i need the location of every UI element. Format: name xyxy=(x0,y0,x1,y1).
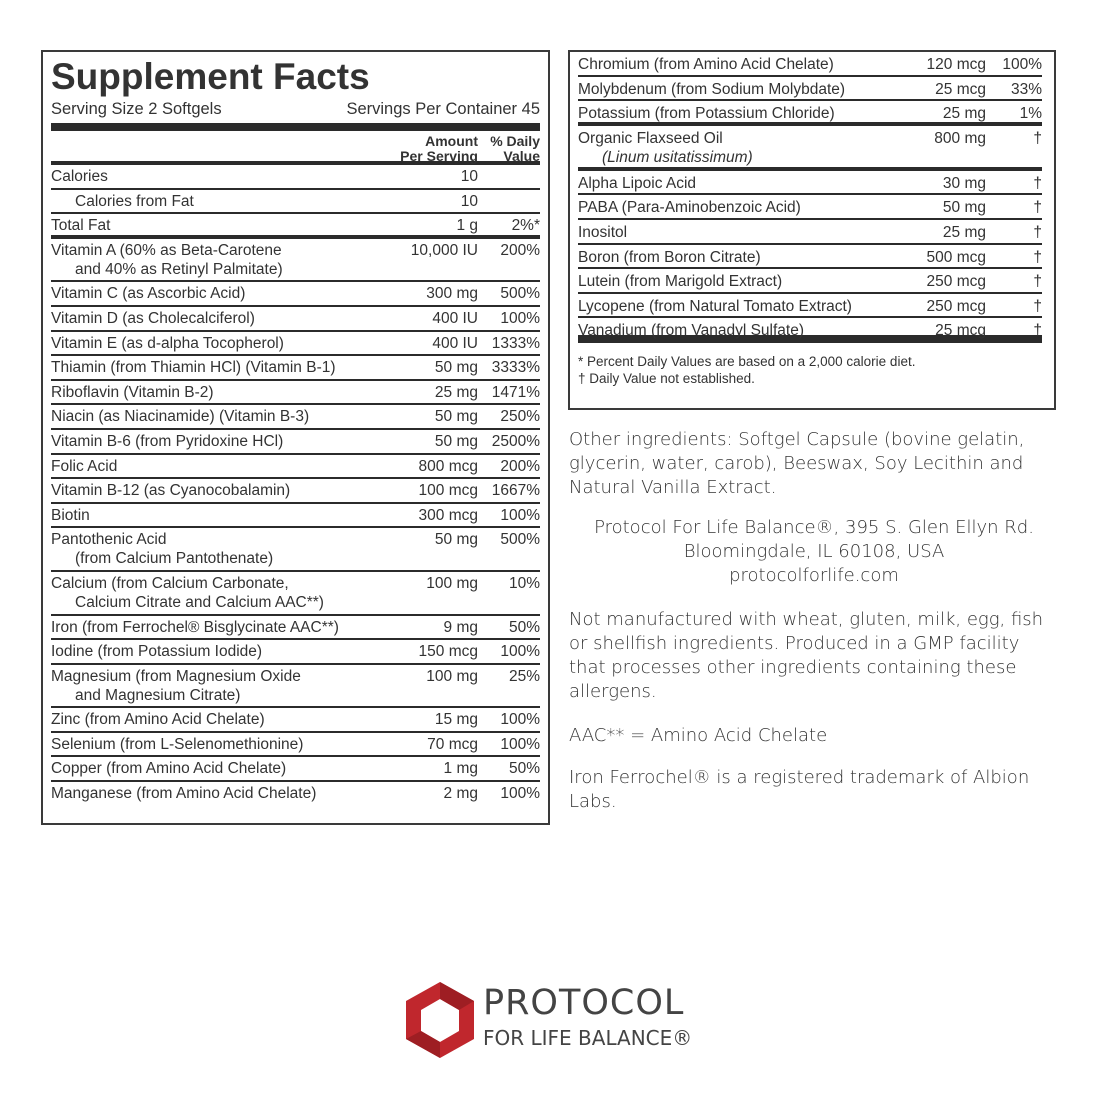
nutrient-row xyxy=(51,381,540,406)
nutrient-name: Alpha Lipoic Acid xyxy=(578,174,697,192)
nutrient-row xyxy=(51,504,540,529)
nutrient-name: Magnesium (from Magnesium Oxide and Magnesium Citrate) xyxy=(51,667,301,704)
website: protocolforlife.com xyxy=(729,565,899,586)
nutrient-amount: 25 mg xyxy=(942,105,986,123)
nutrient-amount: 30 mg xyxy=(942,174,986,192)
nutrient-amount: 500 mcg xyxy=(926,248,986,266)
nutrient-daily-value: † xyxy=(1033,322,1042,340)
address-line-1: Protocol For Life Balance®, 395 S. Glen Ellyn Rd. xyxy=(594,517,1034,538)
nutrient-row xyxy=(578,318,1042,343)
allergen-statement: Not manufactured with wheat, gluten, milk, egg, fish or shellfish ingredients. Produced in a GMP facility that processes other ingredients containing these allergens. xyxy=(569,609,1044,702)
company-address xyxy=(569,516,1059,588)
nutrient-amount: 50 mg xyxy=(434,432,478,450)
nutrient-row xyxy=(578,77,1042,102)
nutrient-amount: 50 mg xyxy=(434,531,478,549)
nutrient-daily-value: † xyxy=(1033,199,1042,217)
logo-wordmark: PROTOCOL xyxy=(483,983,685,1023)
nutrient-name: Manganese (from Amino Acid Chelate) xyxy=(51,785,317,803)
nutrient-name: Calories xyxy=(51,168,108,185)
nutrient-daily-value: 200% xyxy=(500,457,540,475)
nutrient-name: Copper (from Amino Acid Chelate) xyxy=(51,760,287,778)
thick-divider xyxy=(51,123,540,131)
nutrient-row xyxy=(51,665,540,709)
nutrient-row xyxy=(51,572,540,616)
other-ingredients: Other ingredients: Softgel Capsule (bovine gelatin, glycerin, water, carob), Beeswax, Soy Lecithin and Natural Vanilla Extract. xyxy=(569,429,1025,498)
nutrient-amount: 25 mg xyxy=(942,223,986,241)
nutrient-name: Iodine (from Potassium Iodide) xyxy=(51,643,263,661)
nutrient-amount: 25 mcg xyxy=(935,80,986,98)
nutrient-name: Chromium (from Amino Acid Chelate) xyxy=(578,56,834,73)
nutrient-name: Vitamin A (60% as Beta-Carotene and 40% as Retinyl Palmitate) xyxy=(51,241,283,278)
nutrient-daily-value: 500% xyxy=(500,531,540,549)
nutrient-daily-value: 1% xyxy=(1019,105,1042,123)
nutrient-name: Vitamin D (as Cholecalciferol) xyxy=(51,309,255,327)
nutrient-daily-value: † xyxy=(1033,174,1042,192)
nutrient-daily-value: 200% xyxy=(500,241,540,259)
nutrient-daily-value: 100% xyxy=(500,711,540,729)
aac-definition: AAC** = Amino Acid Chelate xyxy=(569,725,828,746)
nutrient-row xyxy=(578,245,1042,270)
nutrient-amount: 300 mcg xyxy=(418,506,478,524)
nutrient-daily-value: 100% xyxy=(500,506,540,524)
nutrient-daily-value: 33% xyxy=(1010,80,1042,98)
nutrient-row xyxy=(51,455,540,480)
nutrient-name: PABA (Para-Aminobenzoic Acid) xyxy=(578,199,801,217)
nutrient-row xyxy=(578,126,1042,171)
nutrient-daily-value: 50% xyxy=(508,760,540,778)
nutrient-amount: 70 mcg xyxy=(427,735,478,753)
nutrient-amount: 15 mg xyxy=(434,711,478,729)
nutrient-row xyxy=(578,294,1042,319)
nutrient-row xyxy=(578,220,1042,245)
footnotes xyxy=(578,343,1042,387)
nutrient-list-continued xyxy=(578,52,1042,343)
nutrient-row xyxy=(578,52,1042,77)
supplement-facts-panel xyxy=(41,50,550,825)
nutrient-amount: 250 mcg xyxy=(926,297,986,315)
nutrient-amount: 400 IU xyxy=(432,334,478,352)
nutrient-amount: 800 mcg xyxy=(418,457,478,475)
nutrient-row xyxy=(51,307,540,332)
nutrient-row xyxy=(51,239,540,283)
supplement-facts-continued-panel xyxy=(568,50,1056,410)
nutrient-amount: 25 mg xyxy=(434,383,478,401)
nutrient-amount: 100 mg xyxy=(426,574,478,592)
daily-value-header: % Daily Value xyxy=(490,133,540,164)
nutrient-name: Lycopene (from Natural Tomato Extract) xyxy=(578,297,852,315)
nutrient-amount: 10 xyxy=(460,192,478,210)
footnote-daily-values: * Percent Daily Values are based on a 2,000 calorie diet. xyxy=(578,353,916,369)
nutrient-name: Lutein (from Marigold Extract) xyxy=(578,273,783,291)
nutrient-row xyxy=(51,640,540,665)
nutrient-daily-value: 1667% xyxy=(491,482,540,500)
nutrient-name: Biotin xyxy=(51,506,90,524)
nutrient-amount: 100 mcg xyxy=(418,482,478,500)
nutrient-name: Vitamin E (as d-alpha Tocopherol) xyxy=(51,334,284,352)
nutrient-daily-value: 10% xyxy=(508,574,540,592)
nutrient-name: Organic Flaxseed Oil (Linum usitatissimum) xyxy=(578,129,753,166)
nutrient-name: Iron (from Ferrochel® Bisglycinate AAC**) xyxy=(51,618,339,636)
nutrient-daily-value: † xyxy=(1033,273,1042,291)
nutrient-daily-value: † xyxy=(1033,248,1042,266)
nutrient-daily-value: 1471% xyxy=(491,383,540,401)
nutrient-daily-value: 100% xyxy=(500,643,540,661)
nutrient-name: Total Fat xyxy=(51,217,111,235)
nutrient-amount: 100 mg xyxy=(426,667,478,685)
nutrient-daily-value: 100% xyxy=(500,735,540,753)
nutrient-name: Zinc (from Amino Acid Chelate) xyxy=(51,711,265,729)
nutrient-row xyxy=(51,405,540,430)
nutrient-daily-value: 500% xyxy=(500,285,540,303)
nutrient-row xyxy=(578,101,1042,126)
hexagon-logo-icon xyxy=(403,980,477,1060)
nutrient-amount: 10 xyxy=(460,168,478,185)
nutrient-amount: 150 mcg xyxy=(418,643,478,661)
nutrient-amount: 2 mg xyxy=(443,785,478,803)
nutrient-name: Molybdenum (from Sodium Molybdate) xyxy=(578,80,846,98)
logo-tagline: FOR LIFE BALANCE® xyxy=(483,1026,693,1050)
servings-per-container: Servings Per Container 45 xyxy=(346,100,540,118)
nutrient-daily-value: 250% xyxy=(500,408,540,426)
nutrient-row xyxy=(51,430,540,455)
nutrient-daily-value: † xyxy=(1033,223,1042,241)
nutrient-name: Potassium (from Potassium Chloride) xyxy=(578,105,835,123)
serving-size: Serving Size 2 Softgels xyxy=(51,100,222,118)
nutrient-name: Inositol xyxy=(578,223,628,241)
nutrient-name: Riboflavin (Vitamin B-2) xyxy=(51,383,214,401)
nutrient-row xyxy=(578,269,1042,294)
nutrient-amount: 50 mg xyxy=(434,408,478,426)
nutrient-amount: 250 mcg xyxy=(926,273,986,291)
nutrient-name: Calories from Fat xyxy=(75,192,194,210)
nutrient-name: Boron (from Boron Citrate) xyxy=(578,248,761,266)
nutrient-row xyxy=(51,708,540,733)
nutrient-amount: 25 mcg xyxy=(935,322,986,340)
nutrient-name: Vanadium (from Vanadyl Sulfate) xyxy=(578,322,805,340)
footnote-not-established: † Daily Value not established. xyxy=(578,370,755,386)
nutrient-daily-value: 100% xyxy=(500,785,540,803)
nutrient-daily-value: 50% xyxy=(508,618,540,636)
serving-info xyxy=(51,98,540,120)
nutrient-row xyxy=(51,356,540,381)
nutrient-name: Pantothenic Acid (from Calcium Pantothenate) xyxy=(51,531,274,568)
address-line-2: Bloomingdale, IL 60108, USA xyxy=(683,541,945,562)
nutrient-row xyxy=(51,282,540,307)
nutrient-amount: 50 mg xyxy=(434,359,478,377)
nutrient-name: Thiamin (from Thiamin HCl) (Vitamin B-1) xyxy=(51,359,336,377)
amount-header: Amount Per Serving xyxy=(400,133,478,164)
nutrient-amount: 120 mcg xyxy=(926,56,986,73)
protocol-logo xyxy=(403,980,703,1060)
nutrient-daily-value: † xyxy=(1033,297,1042,315)
nutrient-name: Folic Acid xyxy=(51,457,118,475)
trademark-note: Iron Ferrochel® is a registered trademark of Albion Labs. xyxy=(569,767,1030,812)
nutrient-row xyxy=(578,171,1042,196)
nutrient-amount: 9 mg xyxy=(443,618,478,636)
nutrient-amount: 1 g xyxy=(456,217,478,235)
nutrient-daily-value: † xyxy=(1033,129,1042,147)
nutrient-name: Vitamin B-6 (from Pyridoxine HCl) xyxy=(51,432,284,450)
nutrient-row xyxy=(51,165,540,190)
nutrient-daily-value: 2%* xyxy=(511,217,540,235)
nutrient-row xyxy=(51,757,540,782)
nutrient-amount: 50 mg xyxy=(942,199,986,217)
nutrient-row xyxy=(578,195,1042,220)
nutrient-amount: 1 mg xyxy=(443,760,478,778)
nutrient-row xyxy=(51,332,540,357)
facts-column-header xyxy=(51,131,540,165)
nutrient-name: Selenium (from L-Selenomethionine) xyxy=(51,735,304,753)
nutrient-amount: 10,000 IU xyxy=(410,241,478,259)
nutrient-row xyxy=(51,528,540,572)
nutrient-row xyxy=(51,782,540,807)
nutrient-row xyxy=(51,616,540,641)
nutrient-amount: 300 mg xyxy=(426,285,478,303)
nutrient-name: Vitamin C (as Ascorbic Acid) xyxy=(51,285,246,303)
nutrient-amount: 400 IU xyxy=(432,309,478,327)
nutrient-name: Calcium (from Calcium Carbonate, Calcium Citrate and Calcium AAC**) xyxy=(51,574,324,611)
nutrient-row xyxy=(51,214,540,239)
nutrient-daily-value: 25% xyxy=(508,667,540,685)
nutrient-row xyxy=(51,733,540,758)
nutrient-name: Niacin (as Niacinamide) (Vitamin B-3) xyxy=(51,408,310,426)
nutrient-daily-value: 100% xyxy=(1002,56,1042,73)
nutrient-daily-value: 100% xyxy=(500,309,540,327)
nutrient-name: Vitamin B-12 (as Cyanocobalamin) xyxy=(51,482,291,500)
nutrient-daily-value: 2500% xyxy=(491,432,540,450)
nutrient-amount: 800 mg xyxy=(934,129,986,147)
nutrient-daily-value: 3333% xyxy=(491,359,540,377)
nutrient-list xyxy=(51,165,540,807)
supplement-facts-title: Supplement Facts xyxy=(51,56,370,97)
nutrient-daily-value: 1333% xyxy=(491,334,540,352)
nutrient-row xyxy=(51,190,540,215)
nutrient-row xyxy=(51,479,540,504)
